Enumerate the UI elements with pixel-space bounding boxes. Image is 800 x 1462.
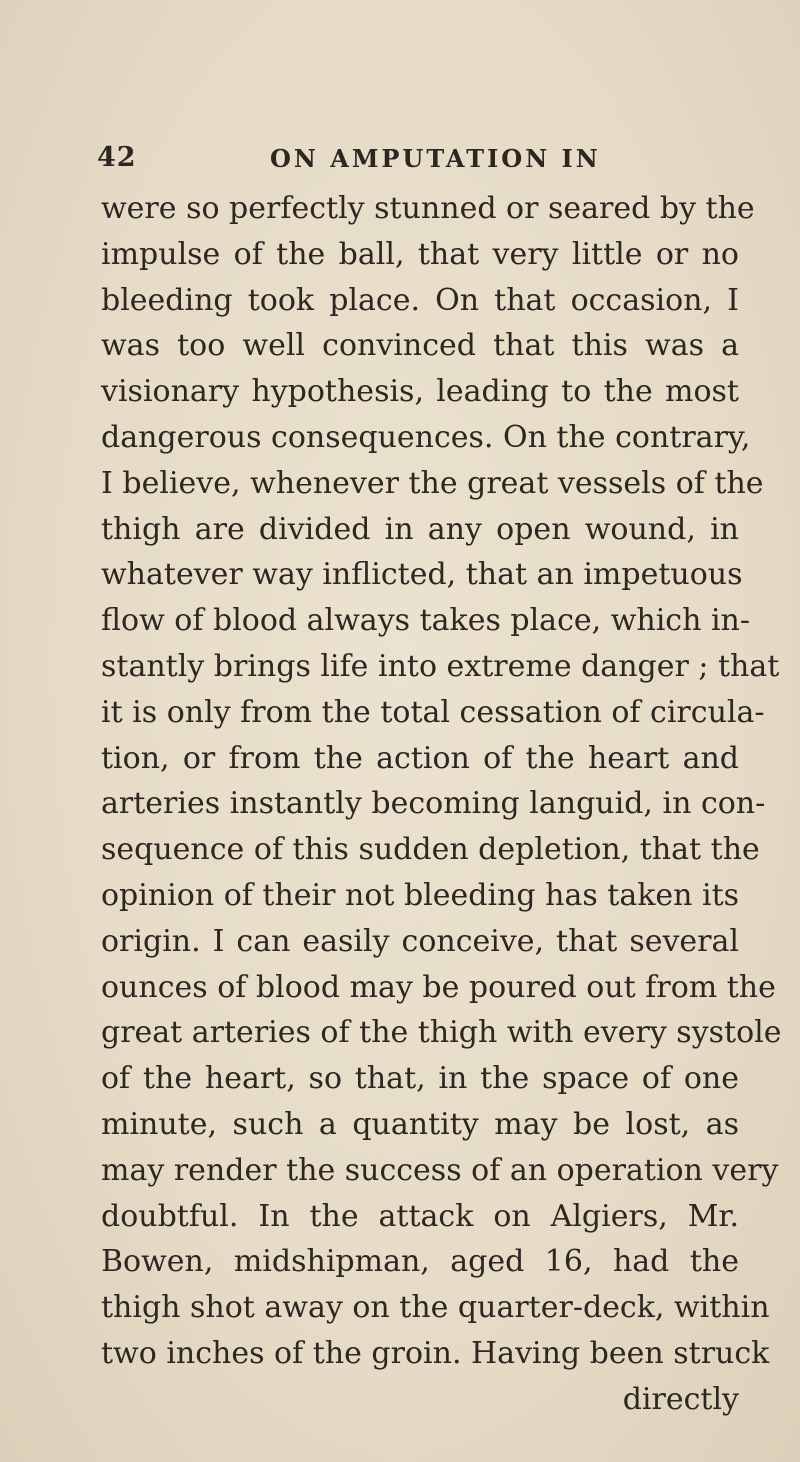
- text-line: opinion of their not bleeding has taken its: [101, 877, 740, 913]
- text-line: I believe, whenever the great vessels of the: [101, 465, 764, 501]
- text-line: flow of blood always takes place, which in-: [101, 603, 750, 639]
- text-line: tion, or from the action of the heart and: [101, 740, 739, 776]
- page-header: [97, 142, 735, 182]
- text-line: dangerous consequences. On the contrary,: [101, 419, 751, 455]
- text-line: Bowen, midshipman, aged 16, had the: [101, 1244, 739, 1280]
- text-line: bleeding took place. On that occasion, I: [101, 282, 739, 318]
- text-line: origin. I can easily conceive, that several: [101, 923, 739, 959]
- text-line: were so perfectly stunned or seared by the: [101, 191, 755, 226]
- text-line: doubtful. In the attack on Algiers, Mr.: [101, 1198, 739, 1234]
- text-line: arteries instantly becoming languid, in con-: [101, 786, 766, 822]
- running-head: ON AMPUTATION IN: [270, 144, 601, 173]
- text-line: thigh are divided in any open wound, in: [101, 511, 739, 547]
- text-line: sequence of this sudden depletion, that the: [101, 832, 760, 868]
- text-line: two inches of the groin. Having been struck: [101, 1335, 770, 1371]
- text-line: great arteries of the thigh with every systole: [101, 1015, 782, 1051]
- text-line: it is only from the total cessation of circula-: [101, 694, 765, 730]
- text-line: visionary hypothesis, leading to the most: [101, 374, 739, 410]
- text-line: stantly brings life into extreme danger ; that: [101, 648, 780, 684]
- text-line: of the heart, so that, in the space of one: [101, 1061, 739, 1097]
- text-line: may render the success of an operation very: [101, 1152, 779, 1188]
- text-line: minute, such a quantity may be lost, as: [101, 1106, 739, 1142]
- text-line: was too well convinced that this was a: [101, 328, 739, 364]
- text-line: whatever way inflicted, that an impetuous: [101, 557, 743, 593]
- text-line: thigh shot away on the quarter-deck, within: [101, 1290, 770, 1326]
- body-text: [101, 186, 782, 1423]
- page-number: 42: [97, 142, 137, 173]
- text-line: impulse of the ball, that very little or no: [101, 236, 739, 272]
- text-line: ounces of blood may be poured out from the: [101, 969, 776, 1005]
- catchword: directly: [622, 1381, 739, 1417]
